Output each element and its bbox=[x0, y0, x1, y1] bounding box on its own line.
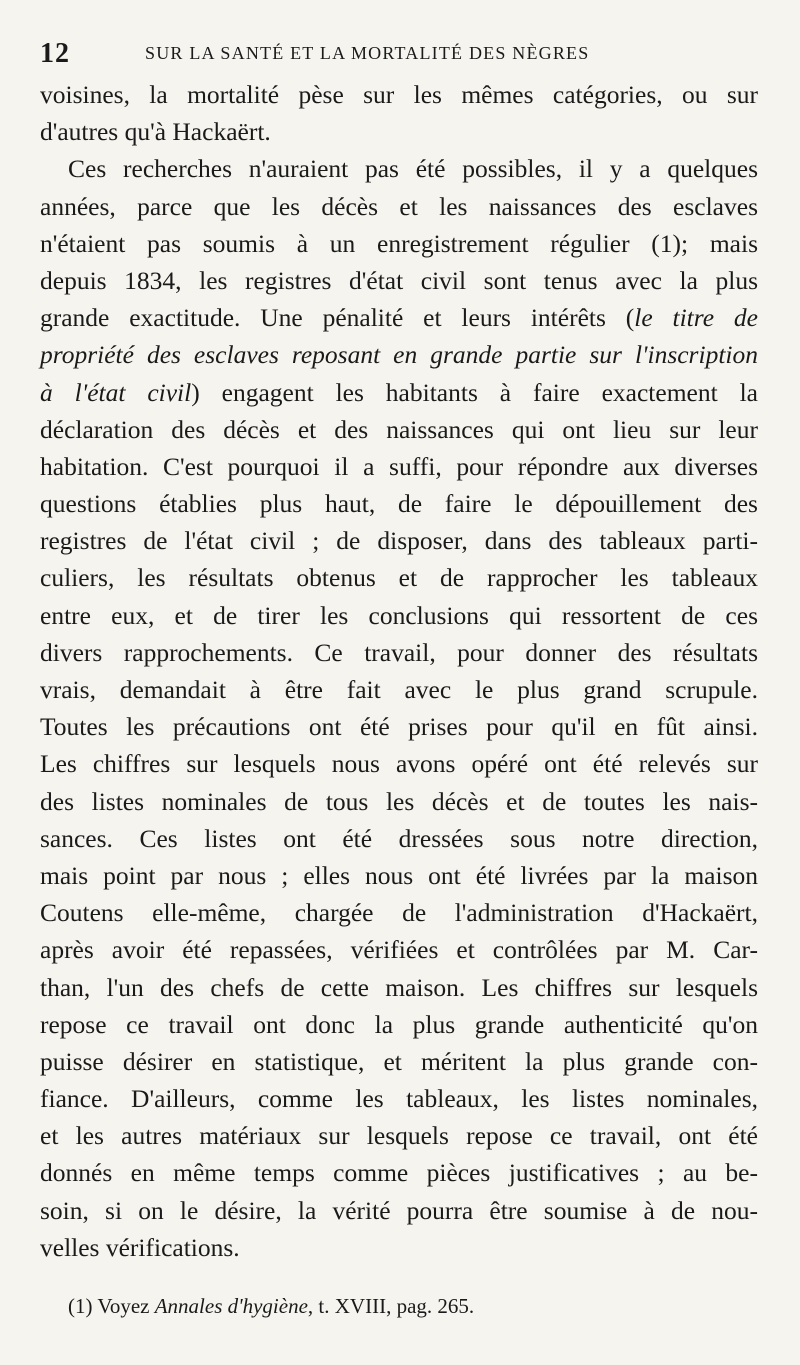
text-line: habitation. C'est pourquoi il a suffi, pour répondre aux diverses bbox=[40, 451, 758, 481]
running-title: SUR LA SANTÉ ET LA MORTALITÉ DES NÈGRES bbox=[145, 43, 590, 63]
footnote bbox=[68, 1292, 768, 1320]
text-line: repose ce travail ont donc la plus grande authenticité qu'on bbox=[40, 1009, 758, 1039]
text-line: d'autres qu'à Hackaërt. bbox=[40, 117, 271, 147]
page-header bbox=[40, 38, 760, 68]
text-line: mais point par nous ; elles nous ont été livrées par la maison bbox=[40, 860, 758, 890]
text-line: fiance. D'ailleurs, comme les tableaux, les listes nominales, bbox=[40, 1084, 758, 1114]
text-line: donnés en même temps comme pièces justificatives ; au be- bbox=[40, 1158, 758, 1188]
text-line: velles vérifications. bbox=[40, 1232, 240, 1262]
footnote-marker: (1) Voyez bbox=[68, 1294, 155, 1318]
text-line: années, parce que les décès et les naissances des esclaves bbox=[40, 191, 758, 221]
italic-fragment: propriété des esclaves reposant en grande partie sur l'inscription bbox=[40, 340, 758, 370]
text-line: than, l'un des chefs de cette maison. Les chiffres sur lesquels bbox=[40, 972, 758, 1002]
text-line: sances. Ces listes ont été dressées sous notre direction, bbox=[40, 823, 758, 853]
text-fragment: grande exactitude. Une pénalité et leurs intérêts ( bbox=[40, 303, 635, 333]
text-line: culiers, les résultats obtenus et de rapprocher les tableaux bbox=[40, 563, 758, 593]
text-line: Les chiffres sur lesquels nous avons opéré ont été relevés sur bbox=[40, 749, 758, 779]
text-line: puisse désirer en statistique, et méritent la plus grande con- bbox=[40, 1046, 758, 1076]
text-line: des listes nominales de tous les décès et de toutes les nais- bbox=[40, 786, 758, 816]
text-line: et les autres matériaux sur lesquels repose ce travail, ont été bbox=[40, 1121, 758, 1151]
text-line bbox=[40, 299, 758, 336]
footnote-reference: , t. XVIII, pag. 265. bbox=[307, 1294, 475, 1318]
italic-fragment: le titre de bbox=[634, 303, 758, 333]
text-line: divers rapprochements. Ce travail, pour donner des résultats bbox=[40, 637, 758, 667]
text-line: entre eux, et de tirer les conclusions qui ressortent de ces bbox=[40, 600, 758, 630]
text-line: registres de l'état civil ; de disposer, dans des tableaux parti- bbox=[40, 526, 758, 556]
italic-fragment: à l'état civil bbox=[40, 377, 192, 407]
text-line: voisines, la mortalité pèse sur les mêmes catégories, ou sur bbox=[40, 80, 758, 109]
text-line: vrais, demandait à être fait avec le plus grand scrupule. bbox=[40, 675, 758, 704]
text-line: questions établies plus haut, de faire le dépouillement des bbox=[40, 489, 758, 519]
text-line bbox=[40, 374, 758, 411]
text-line: soin, si on le désire, la vérité pourra être soumise à de nou- bbox=[40, 1195, 758, 1225]
text-line: n'étaient pas soumis à un enregistrement régulier (1); mais bbox=[40, 228, 758, 258]
page-number: 12 bbox=[40, 38, 70, 69]
text-line: après avoir été repassées, vérifiées et contrôlées par M. Car- bbox=[40, 935, 758, 965]
text-line: Toutes les précautions ont été prises pour qu'il en fût ainsi. bbox=[40, 712, 758, 742]
footnote-journal: Annales d'hygiène bbox=[154, 1294, 308, 1318]
body-text bbox=[40, 76, 758, 1266]
text-line: depuis 1834, les registres d'état civil sont tenus avec la plus bbox=[40, 265, 758, 295]
text-line bbox=[40, 336, 758, 373]
text-fragment: ) engagent les habitants à faire exactement la bbox=[191, 377, 758, 407]
text-line: déclaration des décès et des naissances qui ont lieu sur leur bbox=[40, 414, 758, 444]
text-line: Coutens elle-même, chargée de l'administration d'Hackaërt, bbox=[40, 898, 758, 928]
text-line: Ces recherches n'auraient pas été possibles, il y a quelques bbox=[68, 154, 758, 184]
